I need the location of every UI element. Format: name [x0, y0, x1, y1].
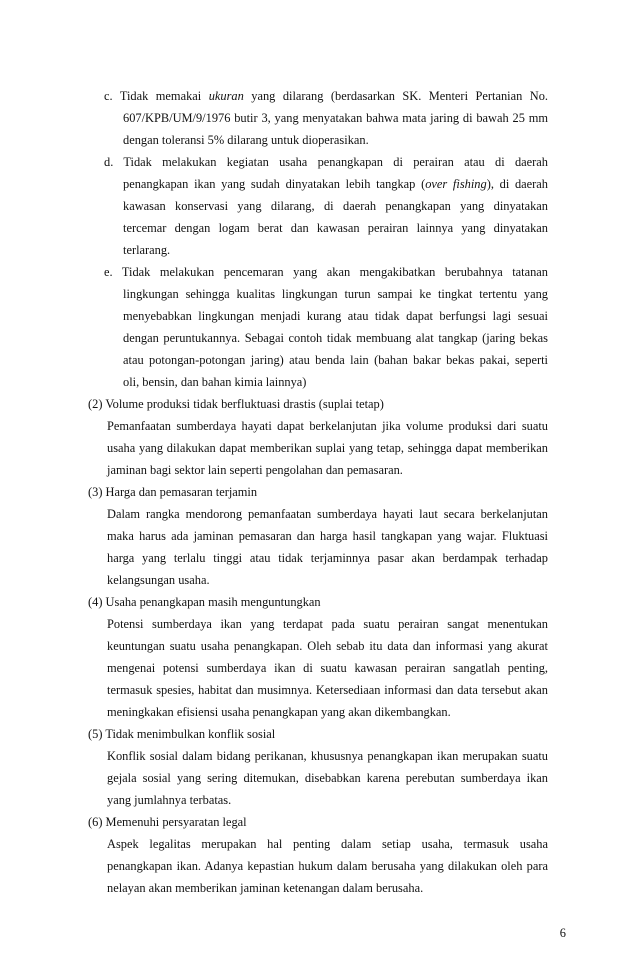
section-2-heading: (2) Volume produksi tidak berfluktuasi drastis (suplai tetap) [88, 397, 384, 411]
section-5-line-3: yang jumlahnya terbatas. [107, 793, 232, 807]
item-e-line-2: lingkungan sehingga kualitas lingkungan turun sampai ke tingkat tertentu yang [123, 287, 548, 301]
section-4-line-1: Potensi sumberdaya ikan yang terdapat pada suatu perairan sangat menentukan [107, 617, 548, 631]
section-3-line-2: maka harus ada jaminan pemasaran dan harga hasil tangkapan yang wajar. Fluktuasi [107, 529, 548, 543]
item-d-line-1: d. Tidak melakukan kegiatan usaha penangkapan di perairan atau di daerah [104, 155, 548, 169]
item-d-line-5: terlarang. [123, 243, 171, 257]
section-4-heading: (4) Usaha penangkapan masih menguntungkan [88, 595, 321, 609]
section-6-line-2: penangkapan ikan. Adanya kepastian hukum dalam berusaha yang dilakukan oleh para [107, 859, 548, 873]
section-5-heading: (5) Tidak menimbulkan konflik sosial [88, 727, 276, 741]
section-3-line-4: kelangsungan usaha. [107, 573, 210, 587]
item-c-line-2: 607/KPB/UM/9/1976 butir 3, yang menyatakan bahwa mata jaring di bawah 25 mm [123, 111, 548, 125]
page-number: 6 [559, 926, 566, 940]
item-e-line-3: menyebabkan lingkungan menjadi kurang atau tidak dapat berfungsi lagi sesuai [123, 309, 548, 323]
section-6-line-1: Aspek legalitas merupakan hal penting dalam setiap usaha, termasuk usaha [107, 837, 548, 851]
section-6-heading: (6) Memenuhi persyaratan legal [88, 815, 247, 829]
section-5-line-1: Konflik sosial dalam bidang perikanan, khususnya penangkapan ikan merupakan suatu [107, 749, 548, 763]
section-2-line-1: Pemanfaatan sumberdaya hayati dapat berkelanjutan jika volume produksi dari suatu [107, 419, 548, 433]
item-d-line-4: tercemar dengan logam berat dan kawasan perairan lainnya yang dinyatakan [123, 221, 548, 235]
item-e-line-5: atau potongan-potongan jaring) atau benda lain (bahan bakar bekas pakai, seperti [123, 353, 548, 367]
section-4-line-2: keuntungan suatu usaha penangkapan. Oleh sebab itu data dan informasi yang akurat [107, 639, 548, 653]
section-4-line-3: mengenai potensi sumberdaya ikan di suatu kawasan perairan sangatlah penting, [107, 661, 548, 675]
section-4-line-5: meningkakan efisiensi usaha penangkapan yang akan dikembangkan. [107, 705, 451, 719]
item-d-line-2: penangkapan ikan yang sudah dinyatakan lebih tangkap (over fishing), di daerah [123, 177, 549, 191]
section-2-line-2: usaha yang dilakukan dapat memberikan suplai yang tetap, sehingga dapat memberikan [107, 441, 548, 455]
item-e-line-6: oli, bensin, dan bahan kimia lainnya) [123, 375, 307, 389]
section-4-line-4: termasuk spesies, habitat dan musimnya. Ketersediaan informasi dan data tersebut akan [107, 683, 548, 697]
item-c-line-1: c. Tidak memakai ukuran yang dilarang (berdasarkan SK. Menteri Pertanian No. [104, 89, 548, 103]
item-d-line-3: kawasan konservasi yang dilarang, di daerah penangkapan yang dinyatakan [123, 199, 548, 213]
item-e-line-1: e. Tidak melakukan pencemaran yang akan mengakibatkan berubahnya tatanan [104, 265, 548, 279]
section-3-line-3: harga yang terlalu tinggi atau tidak terjaminnya pasar akan berdampak terhadap [107, 551, 548, 565]
section-2-line-3: jaminan bagi sektor lain seperti pengolahan dan pemasaran. [107, 463, 403, 477]
item-c-line-3: dengan toleransi 5% dilarang untuk dioperasikan. [123, 133, 369, 147]
section-3-line-1: Dalam rangka mendorong pemanfaatan sumberdaya hayati laut secara berkelanjutan [107, 507, 548, 521]
section-3-heading: (3) Harga dan pemasaran terjamin [88, 485, 258, 499]
section-5-line-2: gejala sosial yang sering ditemukan, disebabkan karena perebutan sumberdaya ikan [107, 771, 548, 785]
item-e-line-4: dengan peruntukannya. Sebagai contoh tidak membuang alat tangkap (jaring bekas [123, 331, 548, 345]
section-6-line-3: nelayan akan memberikan jaminan ketenangan dalam berusaha. [107, 881, 424, 895]
